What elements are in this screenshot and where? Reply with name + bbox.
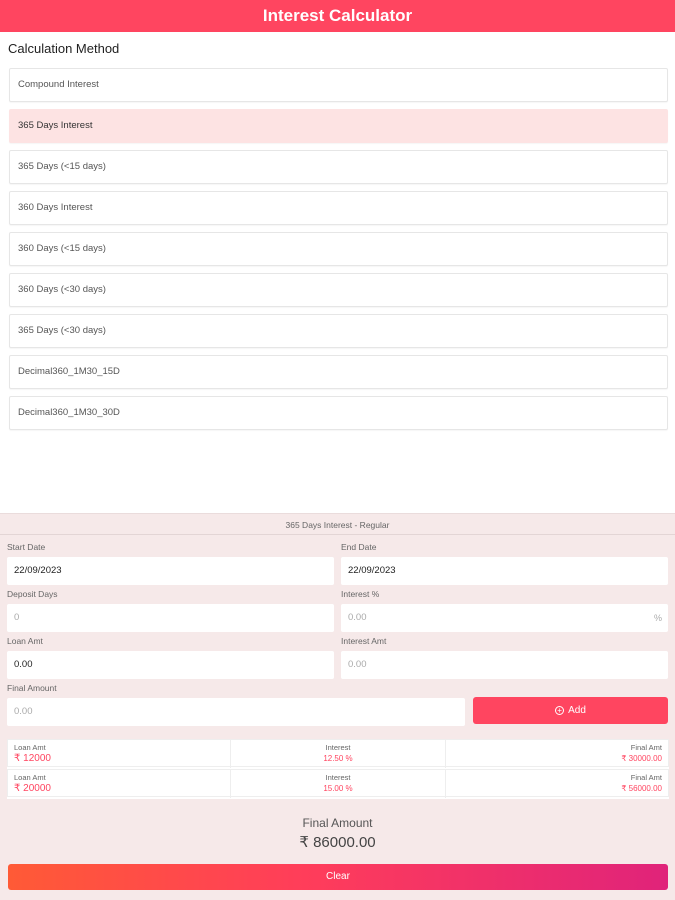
plus-circle-icon: + bbox=[555, 706, 564, 715]
end-date-field[interactable]: 22/09/2023 bbox=[341, 557, 668, 585]
start-date-label: Start Date bbox=[7, 542, 46, 552]
method-item-365-days-interest[interactable]: 365 Days Interest bbox=[9, 109, 668, 143]
entry-loan-value: ₹ 20000 bbox=[14, 783, 51, 794]
entry-interest-label: Interest bbox=[325, 743, 351, 752]
method-item-decimal360-15d[interactable]: Decimal360_1M30_15D bbox=[9, 355, 668, 389]
entries-list bbox=[7, 739, 669, 799]
percent-suffix: % bbox=[653, 613, 662, 623]
entry-loan-label: Loan Amt bbox=[14, 773, 46, 782]
entry-interest-value: 12.50 % bbox=[323, 754, 353, 763]
final-amount-label: Final Amount bbox=[7, 683, 57, 693]
calculator-panel bbox=[0, 513, 675, 900]
list-item[interactable] bbox=[7, 769, 669, 797]
entry-final-value: ₹ 30000.00 bbox=[621, 754, 662, 763]
method-item-360-days-lt15[interactable]: 360 Days (<15 days) bbox=[9, 232, 668, 266]
interest-amt-label: Interest Amt bbox=[341, 636, 387, 646]
entry-interest-label: Interest bbox=[325, 773, 351, 782]
method-item-365-days-lt15[interactable]: 365 Days (<15 days) bbox=[9, 150, 668, 184]
app-title: Interest Calculator bbox=[0, 0, 675, 32]
summary-value: ₹ 86000.00 bbox=[299, 834, 376, 851]
entry-final-label: Final Amt bbox=[630, 773, 662, 782]
calculation-method-heading: Calculation Method bbox=[8, 41, 120, 56]
entry-interest-value: 15.00 % bbox=[323, 784, 353, 793]
add-button[interactable] bbox=[473, 697, 668, 724]
method-item-360-days-lt30[interactable]: 360 Days (<30 days) bbox=[9, 273, 668, 307]
method-item-360-days-interest[interactable]: 360 Days Interest bbox=[9, 191, 668, 225]
loan-amt-field[interactable]: 0.00 bbox=[7, 651, 334, 679]
mode-title: 365 Days Interest - Regular bbox=[0, 513, 675, 535]
entry-loan-label: Loan Amt bbox=[14, 743, 46, 752]
deposit-days-label: Deposit Days bbox=[7, 589, 58, 599]
entry-loan-value: ₹ 12000 bbox=[14, 753, 51, 764]
calculation-method-list bbox=[9, 68, 668, 437]
clear-button[interactable]: Clear bbox=[8, 864, 668, 890]
final-amount-field[interactable]: 0.00 bbox=[7, 698, 465, 726]
method-item-365-days-lt30[interactable]: 365 Days (<30 days) bbox=[9, 314, 668, 348]
interest-amt-field[interactable]: 0.00 bbox=[341, 651, 668, 679]
method-item-compound-interest[interactable]: Compound Interest bbox=[9, 68, 668, 102]
entry-final-label: Final Amt bbox=[630, 743, 662, 752]
interest-pct-field[interactable] bbox=[341, 604, 668, 632]
add-button-label: Add bbox=[568, 705, 586, 716]
loan-amt-label: Loan Amt bbox=[7, 636, 43, 646]
interest-pct-label: Interest % bbox=[341, 589, 380, 599]
summary-label: Final Amount bbox=[302, 816, 373, 830]
deposit-days-field[interactable]: 0 bbox=[7, 604, 334, 632]
method-item-decimal360-30d[interactable]: Decimal360_1M30_30D bbox=[9, 396, 668, 430]
list-item[interactable] bbox=[7, 739, 669, 767]
entry-final-value: ₹ 56000.00 bbox=[621, 784, 662, 793]
start-date-field[interactable]: 22/09/2023 bbox=[7, 557, 334, 585]
interest-pct-placeholder: 0.00 bbox=[348, 612, 367, 623]
end-date-label: End Date bbox=[341, 542, 377, 552]
